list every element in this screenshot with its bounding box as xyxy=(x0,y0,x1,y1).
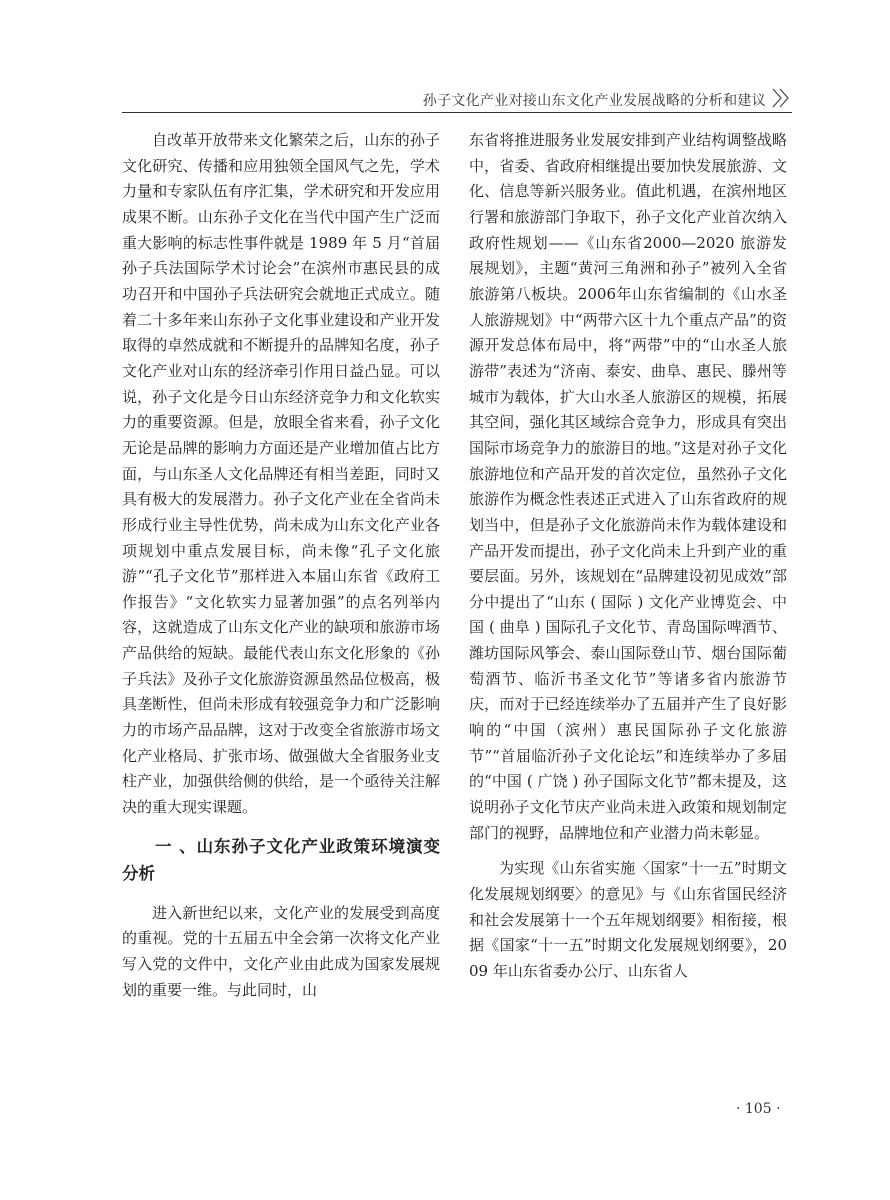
left-column xyxy=(122,128,440,1003)
body-paragraph: 自改革开放带来文化繁荣之后，山东的孙子文化研究、传播和应用独领全国风气之先，学术力量和专家队伍有序汇集，学术研究和开发应用成果不断。山东孙子文化在当代中国产生广泛而重大影响的标志性事件就是 1989 年 5 月“首届孙子兵法国际学术讨论会”在滨州市惠民县的成功召开和中国孙子兵法研究会就地正式成立。随着二十多年来山东孙子文化事业建设和产业开发取得的卓然成就和不断提升的品牌知名度，孙子文化产业对山东的经济牵引作用日益凸显。可以说，孙子文化是今日山东经济竞争力和文化软实力的重要资源。但是，放眼全省来看，孙子文化无论是品牌的影响力方面还是产业增加值占比方面，与山东圣人文化品牌还有相当差距，同时又具有极大的发展潜力。孙子文化产业在全省尚未形成行业主导性优势，尚未成为山东文化产业各项规划中重点发展目标，尚未像“孔子文化旅游”“孔子文化节”那样进入本届山东省《政府工作报告》“文化软实力显著加强”的点名列举内容，这就造成了山东文化产业的缺项和旅游市场产品供给的短缺。最能代表山东文化形象的《孙子兵法》及孙子文化旅游资源虽然品位极高，极具垄断性，但尚未形成有较强竞争力和广泛影响力的市场产品品牌，这对于改变全省旅游市场文化产业格局、扩张市场、做强做大全省服务业支柱产业，加强供给侧的供给，是一个亟待关注解决的重大现实课题。 xyxy=(122,131,440,817)
double-chevron-right-icon xyxy=(770,87,792,109)
body-paragraph: 进入新世纪以来，文化产业的发展受到高度的重视。党的十五届五中全会第一次将文化产业写入党的文件中，文化产业由此成为国家发展规划的重要一维。与此同时，山 xyxy=(122,903,440,999)
running-title: 孙子文化产业对接山东文化产业发展战略的分析和建议 xyxy=(422,93,766,109)
body-paragraph: 为实现《山东省实施〈国家“十一五”时期文化发展规划纲要〉的意见》与《山东省国民经济和社会发展第十一个五年规划纲要》相衔接，根据《国家“十一五”时期文化发展规划纲要》，2009 年山东省委办公厅、山东省人 xyxy=(469,859,787,980)
body-paragraph-continued: 东省将推进服务业发展安排到产业结构调整战略中，省委、省政府相继提出要加快发展旅游、文化、信息等新兴服务业。值此机遇，在滨州地区行署和旅游部门争取下，孙子文化产业首次纳入政府性规划——《山东省2000—2020 旅游发展规划》，主题“黄河三角洲和孙子”被列入全省旅游第八板块。2006年山东省编制的《山水圣人旅游规划》中“两带六区十九个重点产品”的资源开发总体布局中，将“两带”中的“山水圣人旅游带”表述为“济南、泰安、曲阜、惠民、滕州等城市为载体，扩大山水圣人旅游区的规模，拓展其空间，强化其区域综合竞争力，形成具有突出国际市场竞争力的旅游目的地。”这是对孙子文化旅游地位和产品开发的首次定位，虽然孙子文化旅游作为概念性表述正式进入了山东省政府的规划当中，但是孙子文化旅游尚未作为载体建设和产品开发而提出，孙子文化尚未上升到产业的重要层面。另外，该规划在“品牌建设初见成效”部分中提出了“山东 ( 国际 ) 文化产业博览会、中国 ( 曲阜 ) 国际孔子文化节、青岛国际啤酒节、潍坊国际风筝会、泰山国际登山节、烟台国际葡萄酒节、临沂书圣文化节”等诸多省内旅游节庆，而对于已经连续举办了五届并产生了良好影响的“中国（滨州）惠民国际孙子文化旅游节”“首届临沂孙子文化论坛”和连续举办了多届的“中国 ( 广饶 ) 孙子国际文化节”都未提及，这说明孙子文化节庆产业尚未进入政策和规划制定部门的视野，品牌地位和产业潜力尚未彰显。 xyxy=(469,131,787,842)
page-number: · 105 · xyxy=(736,1101,781,1117)
section-heading: 一 、山东孙子文化产业政策环境演变分析 xyxy=(122,836,440,883)
right-column xyxy=(469,128,787,985)
running-header xyxy=(122,88,792,113)
